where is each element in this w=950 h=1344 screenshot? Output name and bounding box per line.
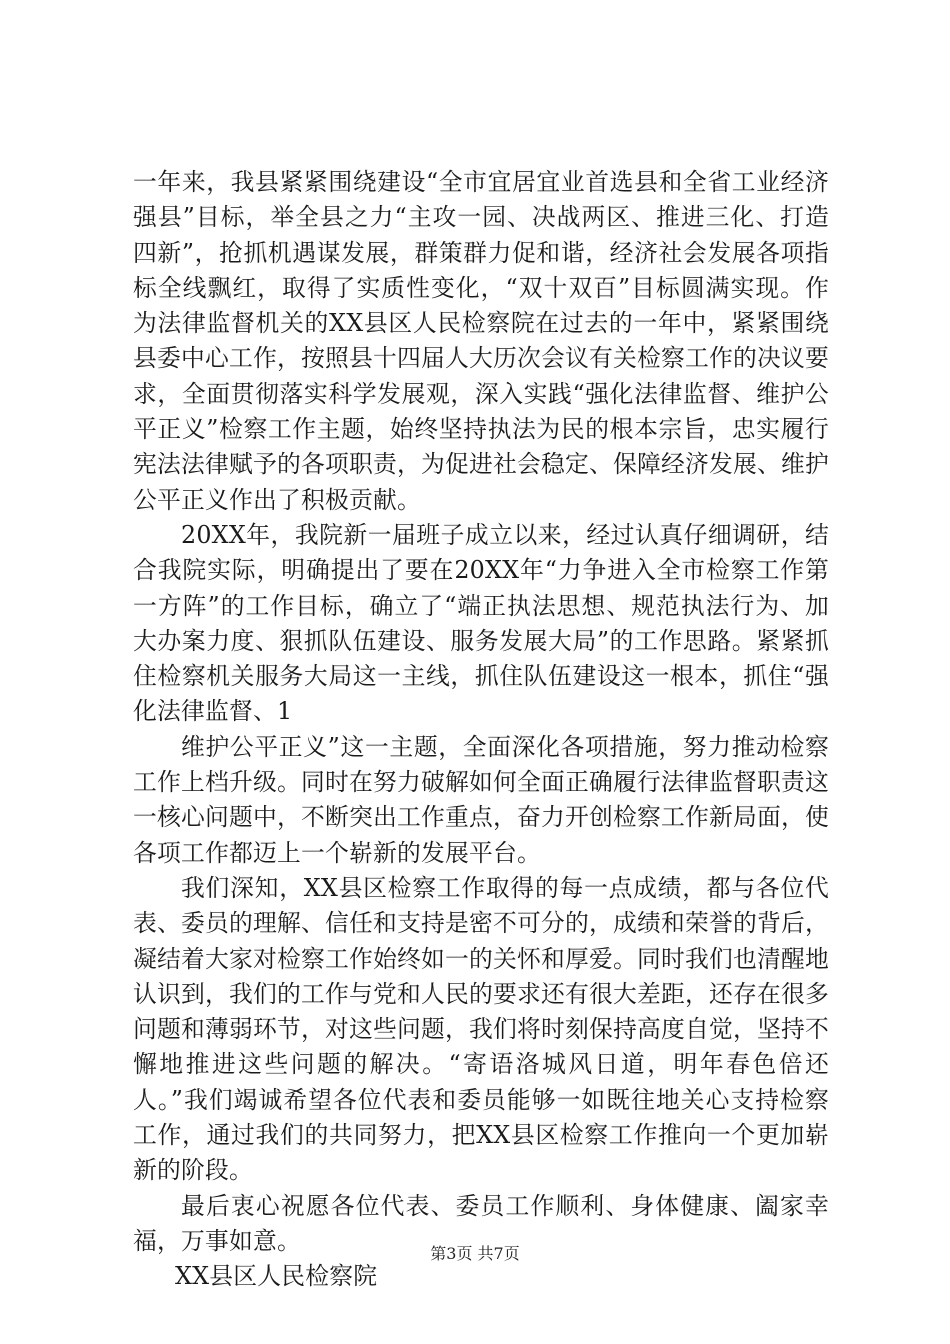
signature: XX县区人民检察院 [175, 1262, 378, 1291]
paragraph-1: 一年来，我县紧紧围绕建设“全市宜居宜业首选县和全省工业经济强县”目标，举全县之力“主攻一园、决战两区、推进三化、打造四新”，抢抓机遇谋发展，群策群力促和谐，经济社会发展各项指标全线飘红，取得了实质性变化，“双十双百”目标圆满实现。作为法律监督机关的XX县区人民检察院在过去的一年中，紧紧围绕县委中心工作，按照县十四届人大历次会议有关检察工作的决议要求，全面贯彻落实科学发展观，深入实践“强化法律监督、维护公平正义”检察工作主题，始终坚持执法为民的根本宗旨，忠实履行宪法法律赋予的各项职责，为促进社会稳定、保障经济发展、维护公平正义作出了积极贡献。 [133, 168, 829, 514]
page-number-footer: 第3页 共7页 [430, 1244, 520, 1263]
paragraph-4: 我们深知，XX县区检察工作取得的每一点成绩，都与各位代表、委员的理解、信任和支持是密不可分的，成绩和荣誉的背后，凝结着大家对检察工作始终如一的关怀和厚爱。同时我们也清醒地认识到，我们的工作与党和人民的要求还有很大差距，还存在很多问题和薄弱环节，对这些问题，我们将时刻保持高度自觉，坚持不懈地推进这些问题的解决。“寄语洛城风日道，明年春色倍还人。”我们竭诚希望各位代表和委员能够一如既往地关心支持检察工作，通过我们的共同努力，把XX县区检察工作推向一个更加崭新的阶段。 [133, 873, 829, 1185]
paragraph-2: 20XX年，我院新一届班子成立以来，经过认真仔细调研，结合我院实际，明确提出了要在20XX年“力争进入全市检察工作第一方阵”的工作目标，确立了“端正执法思想、规范执法行为、加大办案力度、狠抓队伍建设、服务发展大局”的工作思路。紧紧抓住检察机关服务大局这一主线，抓住队伍建设这一根本，抓住“强化法律监督、1 [133, 520, 829, 726]
document-body [133, 165, 829, 1295]
paragraph-5: 最后衷心祝愿各位代表、委员工作顺利、身体健康、阖家幸福，万事如意。 [133, 1191, 829, 1255]
paragraph-3: 维护公平正义”这一主题，全面深化各项措施，努力推动检察工作上档升级。同时在努力破解如何全面正确履行法律监督职责这一核心问题中，不断突出工作重点，奋力开创检察工作新局面，使各项工作都迈上一个崭新的发展平台。 [133, 732, 829, 867]
